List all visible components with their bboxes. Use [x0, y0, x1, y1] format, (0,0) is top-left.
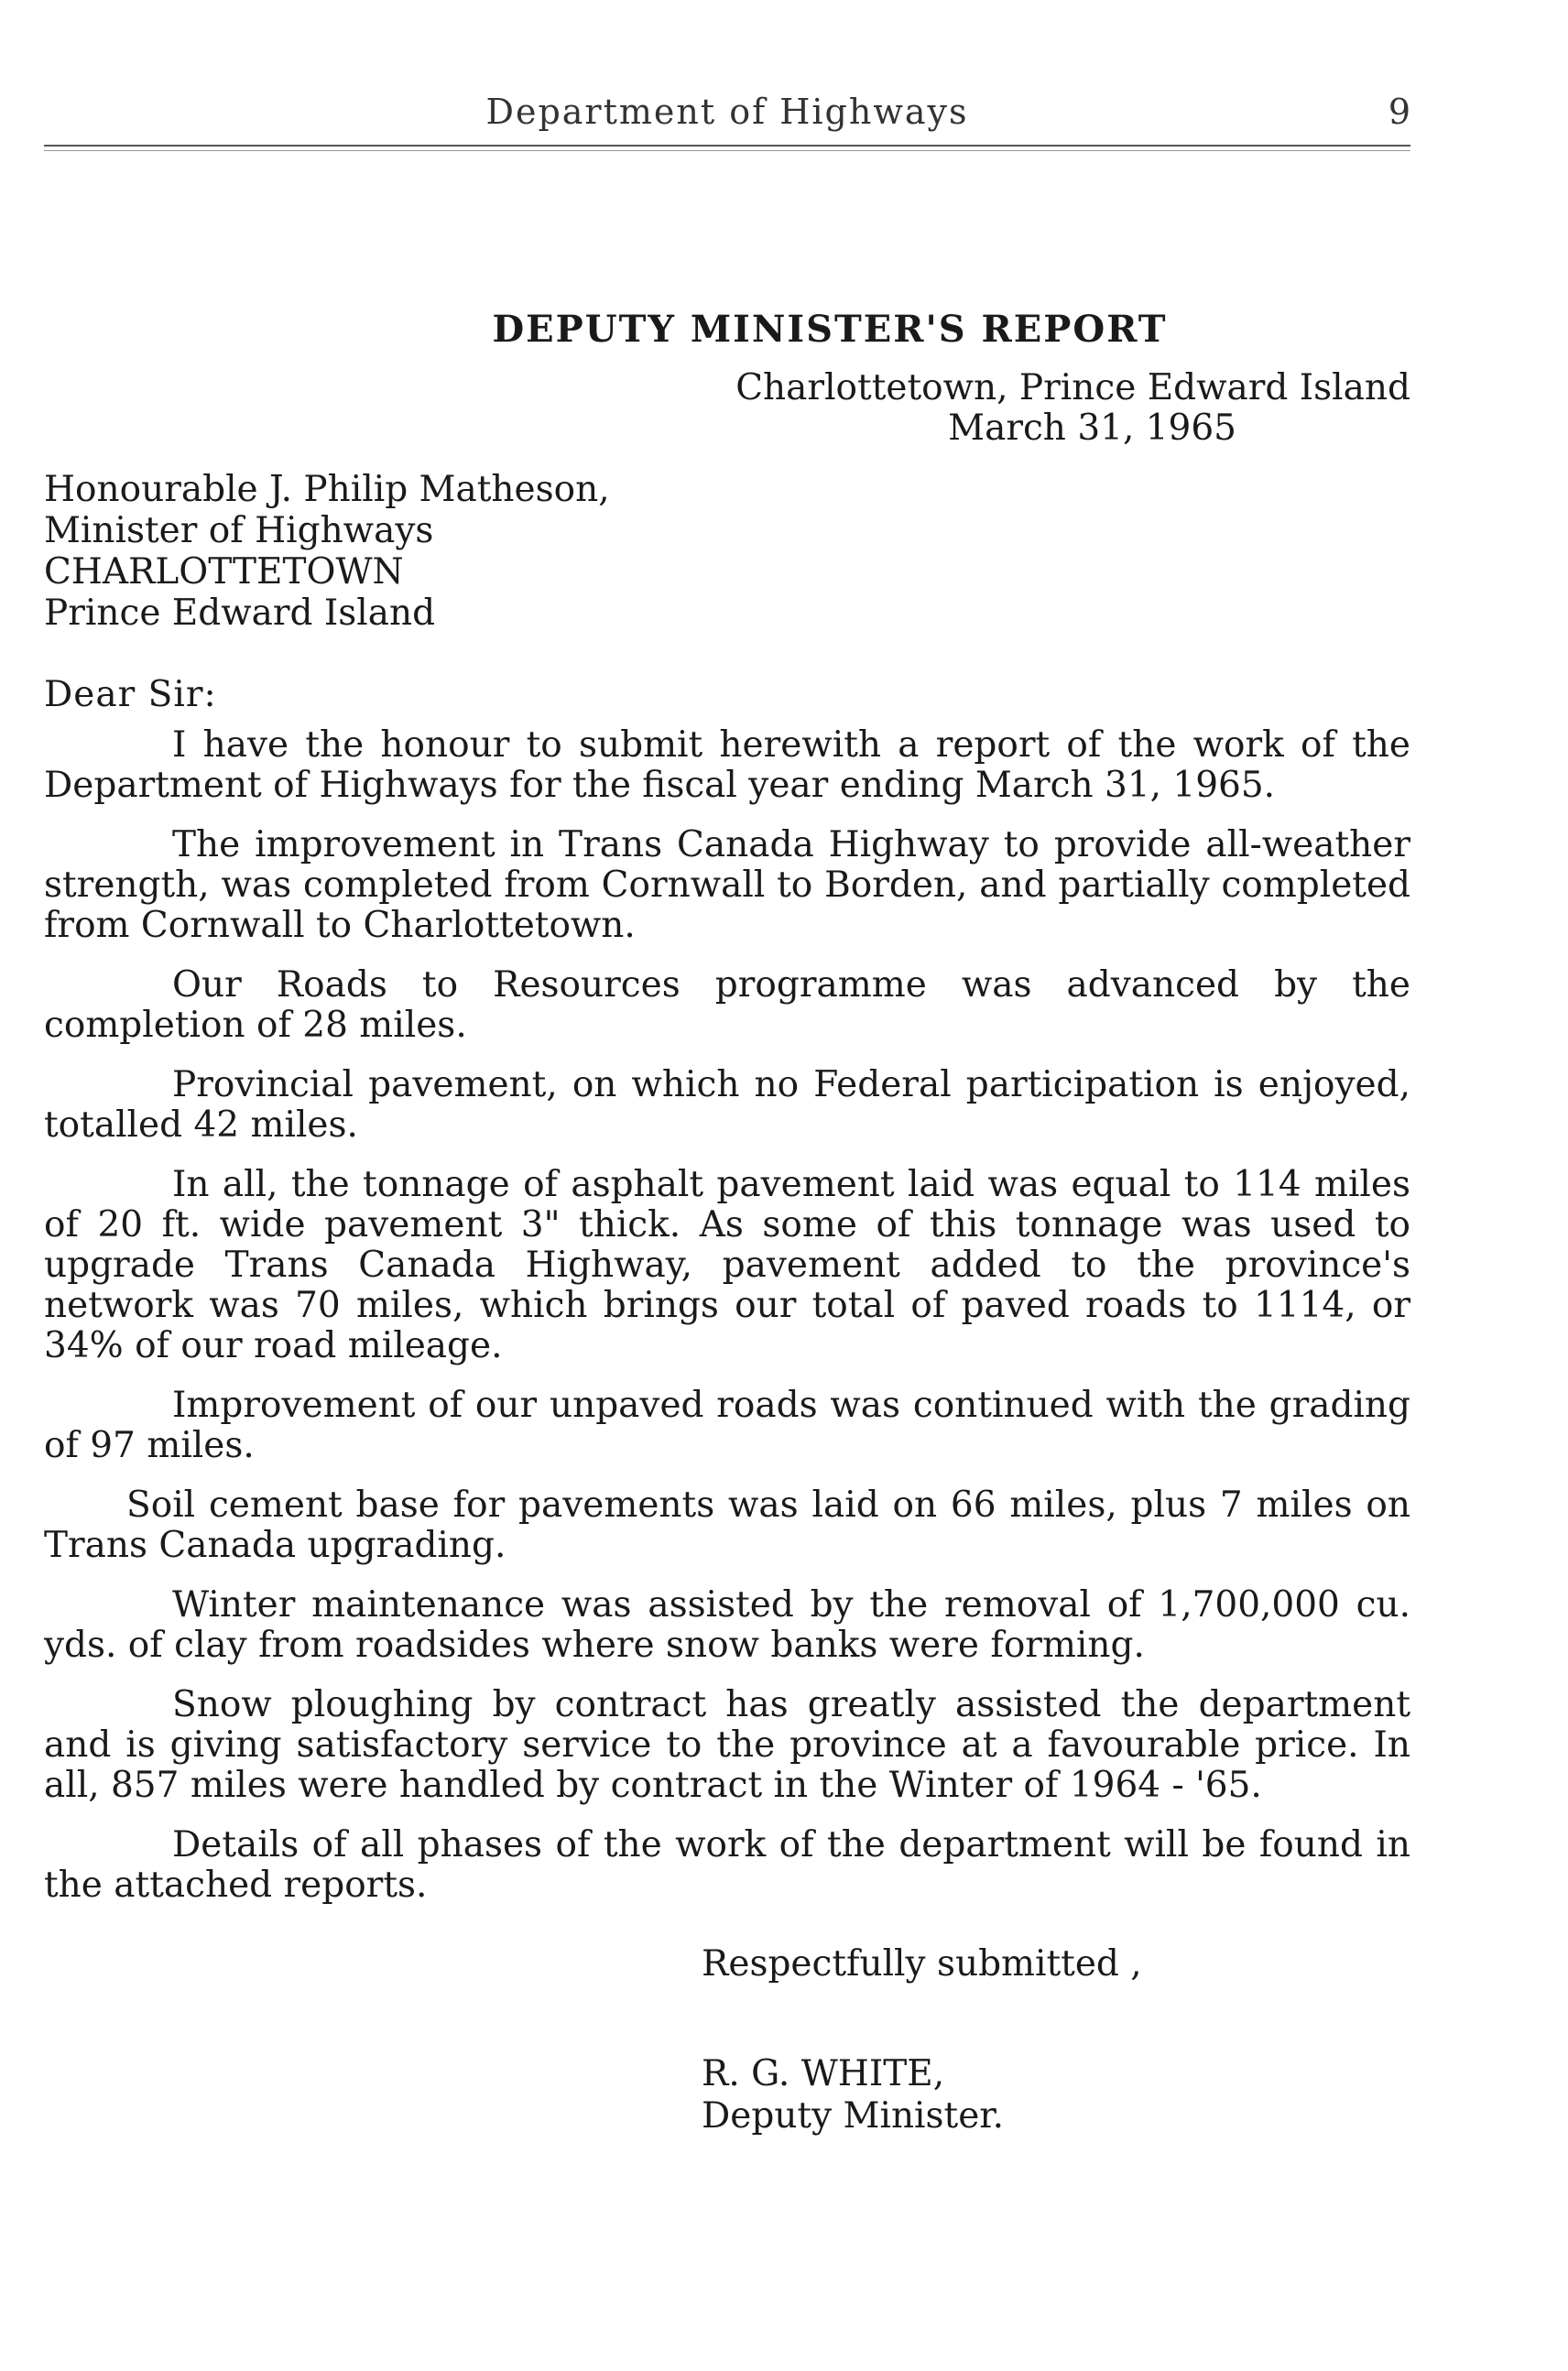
paragraph-winter-maintenance: Winter maintenance was assisted by the removal of 1,700,000 cu. yds. of clay from roadsides where snow banks were forming.: [44, 1584, 1410, 1666]
paragraph-details: Details of all phases of the work of the department will be found in the attached reports.: [44, 1824, 1410, 1906]
signatory-name: R. G. WHITE,: [702, 2053, 945, 2094]
address-line-title: Minister of Highways: [44, 510, 434, 551]
closing: Respectfully submitted ,: [702, 1943, 1142, 1985]
paragraph-soil-cement: Soil cement base for pavements was laid on 66 miles, plus 7 miles on Trans Canada upgrading.: [44, 1485, 1410, 1566]
recipient-address: [44, 469, 610, 634]
running-title: Department of Highways: [485, 92, 969, 132]
header-rule: [44, 145, 1410, 147]
running-header: [44, 92, 1410, 147]
paragraph-asphalt-tonnage: In all, the tonnage of asphalt pavement laid was equal to 114 miles of 20 ft. wide pavement 3" thick. As some of this tonnage was used to upgrade Trans Canada Highway, pavement added to the province's network was 70 miles, which brings our total of paved roads to 1114, or 34% of our road mileage.: [44, 1164, 1410, 1366]
address-line-city: CHARLOTTETOWN: [44, 551, 404, 593]
report-date: March 31, 1965: [948, 408, 1236, 449]
signatory-title: Deputy Minister.: [702, 2095, 1005, 2137]
paragraph-submission: I have the honour to submit herewith a report of the work of the Department of Highways for the fiscal year ending March 31, 1965.: [44, 724, 1410, 806]
letter-body: [44, 725, 1410, 1925]
page-number: 9: [1388, 92, 1410, 132]
address-line-province: Prince Edward Island: [44, 593, 436, 634]
paragraph-unpaved-roads: Improvement of our unpaved roads was continued with the grading of 97 miles.: [44, 1385, 1410, 1466]
signature-block: [702, 2053, 1004, 2137]
salutation: Dear Sir:: [44, 674, 217, 715]
header-rule-thin: [44, 150, 1410, 151]
paragraph-roads-to-resources: Our Roads to Resources programme was advanced by the completion of 28 miles.: [44, 964, 1410, 1046]
report-place: Charlottetown, Prince Edward Island: [735, 367, 1410, 408]
report-title: DEPUTY MINISTER'S REPORT: [492, 308, 1168, 351]
place-date-block: [735, 368, 1410, 449]
address-line-name: Honourable J. Philip Matheson,: [44, 469, 610, 510]
paragraph-snow-ploughing: Snow ploughing by contract has greatly assisted the department and is giving satisfactory service to the province at a favourable price. In all, 857 miles were handled by contract in the Winter of 1964 - '65.: [44, 1684, 1410, 1806]
paragraph-trans-canada: The improvement in Trans Canada Highway to provide all-weather strength, was completed from Cornwall to Borden, and partially completed from Cornwall to Charlottetown.: [44, 824, 1410, 946]
paragraph-provincial-pavement: Provincial pavement, on which no Federal participation is enjoyed, totalled 42 miles.: [44, 1064, 1410, 1146]
